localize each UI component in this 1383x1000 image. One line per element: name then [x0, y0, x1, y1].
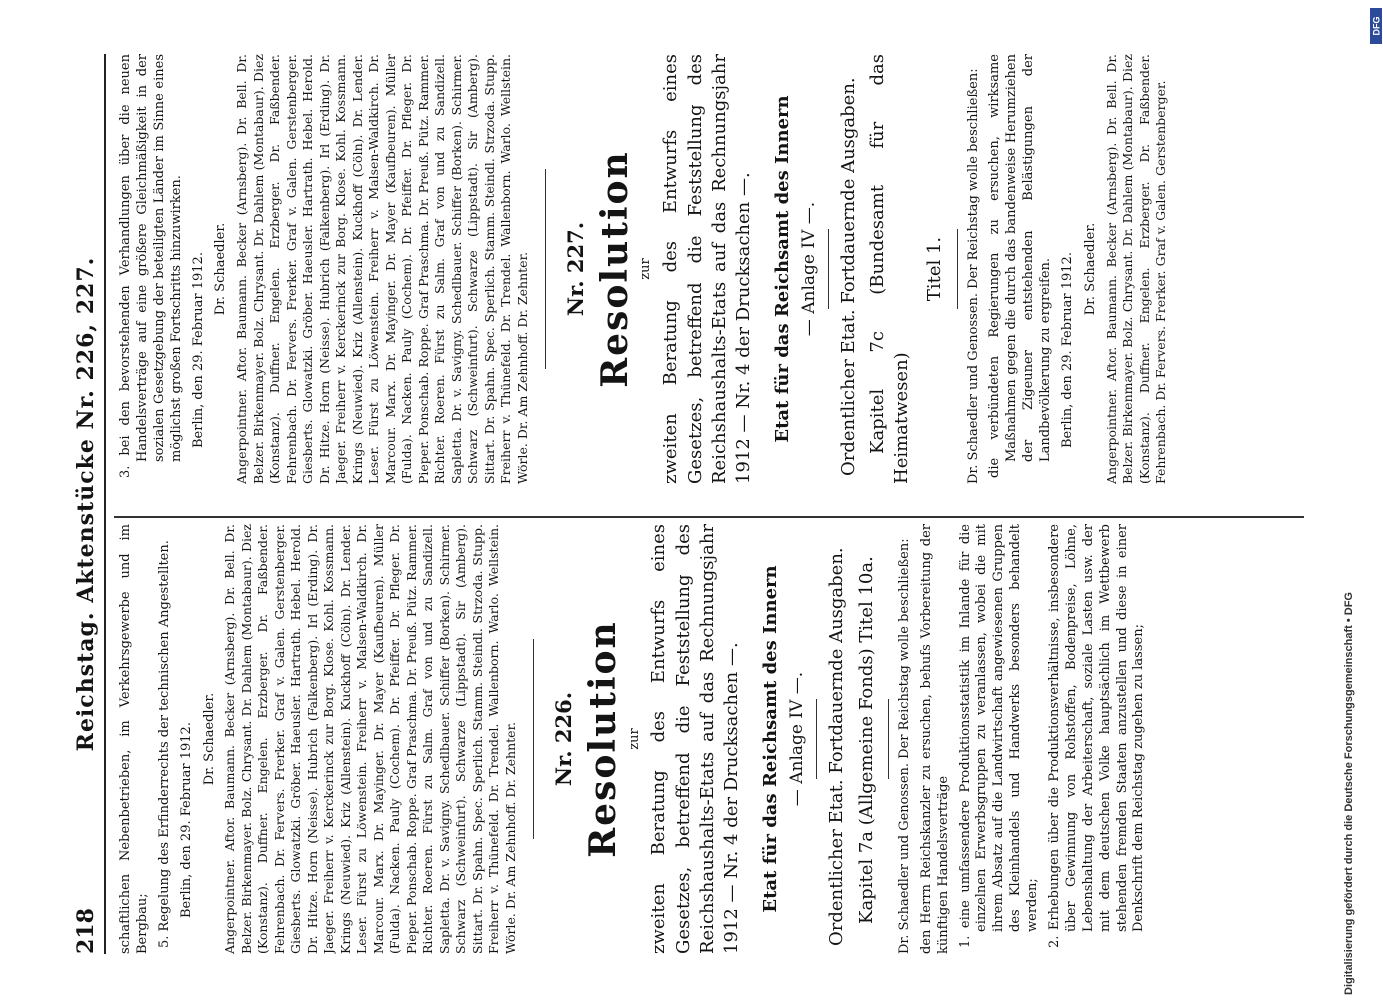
resolution-intro: zweiten Beratung des Entwurfs eines Gesetzes, betreffend die Feststellung des Reichshaushalts-Etats auf das Rechnungsjahr 1912 — Nr. 4 der Drucksachen —. — [660, 54, 755, 484]
resolution-heading: Resolution — [593, 150, 636, 388]
page-header — [70, 54, 106, 954]
document-number: Nr. 227. — [563, 221, 589, 317]
kapitel-line: Kapitel 7a (Allgemeine Fonds) Titel 10a. — [855, 556, 877, 924]
titel-line: Titel 1. — [924, 236, 946, 302]
dfg-logo-text: DFG — [1371, 16, 1381, 36]
motion-item-1: 1. eine umfassendere Produktionsstatistik im Inlande für die einzelnen Erwerbsgruppen zu veranlassen, wobei die mit ihrem Absatz auf die Landwirtschaft angewiesenen Gruppen des Kleinhandels und Handwerks besonders behandelt werden; — [957, 524, 1041, 948]
resolution-intro: zweiten Beratung des Entwurfs eines Gesetzes, betreffend die Feststellung des Reichshaushalts-Etats auf das Rechnungsjahr 1912 — Nr. 4 der Drucksachen —. — [648, 524, 743, 954]
column-divider — [114, 516, 1304, 518]
co-signers-list: Angerpointner. Aftor. Baumann. Becker (Arnsberg). Dr. Bell. Dr. Belzer. Birkenmayer. Bolz. Chrysant. Dr. Dahlem (Montabaur). Diez (Konstanz). Duffner. Engelen. Erzberger. Dr. Faßbender. Fehrenbach. Dr. Fervers. Frerker. Graf v. Galen. Gerstenberger. Giesberts. Glowatzki. Gröber. Haeusler. Hartrath. Hebel. Herold. Dr. Hitze. Horn (Neisse). Hubrich (Falkenberg). Irl (Erding). Dr. Jaeger. Freiherr v. Kerckerinck zur Borg. Klose. Kohl. Kossmann. Krings (Neuwied). Kriz (Allenstein). Kuckhoff (Cöln). Dr. Lender. Leser. Fürst zu Löwenstein. Freiherr v. Malsen-Waldkirch. Dr. Marcour. Marx. Dr. Mayinger. Dr. Mayer (Kaufbeuren). Müller (Fulda). Nacken. Pauly (Cochem). Dr. Pfeiffer. Dr. Pfleger. Dr. Pieper. Ponschab. Roppe. Graf Praschma. Dr. Preuß. Pütz. Rammer. Richter. Roeren. Fürst zu Salm. Graf von und zu Sandizell. Sapletta. Dr. v. Savigny. Schedlbauer. Schiffer (Borken). Schirmer. Schwarz (Schweinfurt). Schwarze (Lippstadt). Sir (Amberg). Sittart. Dr. Spahn. Spec. Sperlich. Stamm. Steindl. Strzoda. Stupp. Freiherr v. Thünefeld. Dr. Trendel. Wallenborn. Warlo. Wellstein. Wörle. Dr. Am Zehnhoff. Dr. Zehnter. — [234, 54, 530, 484]
section-rule — [533, 639, 534, 839]
co-signers-list: Angerpointner. Aftor. Baumann. Becker (Arnsberg). Dr. Bell. Dr. Belzer. Birkenmayer. Bolz. Chrysant. Dr. Dahlem (Montabaur). Diez (Konstanz). Duffner. Engelen. Erzberger. Dr. Faßbender. Fehrenbach. Dr. Fervers. Frerker. Graf v. Galen. Gerstenberger. — [1103, 54, 1169, 484]
dfg-logo — [1370, 8, 1382, 44]
signatory: Dr. Schaedler. — [201, 692, 217, 786]
short-rule — [828, 229, 829, 309]
motion-lead: den Herrn Reichskanzler zu ersuchen, behufs Vorbereitung der künftigen Handelsverträge — [918, 524, 951, 954]
short-rule — [957, 229, 958, 309]
date-line: Berlin, den 29. Februar 1912. — [1060, 252, 1076, 448]
motion-intro: Dr. Schaedler und Genossen. Der Reichstag wolle beschließen: — [896, 538, 912, 954]
signatory: Dr. Schaedler. — [213, 222, 229, 316]
document-number: Nr. 226. — [551, 691, 577, 787]
motion-intro: Dr. Schaedler und Genossen. Der Reichstag wolle beschließen: — [965, 68, 981, 484]
ordentlicher-etat-line: Ordentlicher Etat. Fortdauernde Ausgaben. — [838, 77, 859, 476]
anlage-line: — Anlage IV —. — [798, 201, 819, 337]
continued-paragraph: schaftlichen Nebenbetrieben, im Verkehrsgewerbe und im Bergbau; — [118, 524, 150, 954]
zur-word: zur — [638, 258, 654, 280]
right-column — [118, 54, 1308, 484]
co-signers-list: Angerpointner. Aftor. Baumann. Becker (Arnsberg). Dr. Bell. Dr. Belzer. Birkenmayer. Bolz. Chrysant. Dr. Dahlem (Montabaur). Diez (Konstanz). Duffner. Engelen. Erzberger. Dr. Faßbender. Fehrenbach. Dr. Fervers. Frerker. Graf v. Galen. Gerstenberger. Giesberts. Glowatzki. Gröber. Haeusler. Hartrath. Hebel. Herold. Dr. Hitze. Horn (Neisse). Hubrich (Falkenberg). Irl (Erding). Dr. Jaeger. Freiherr v. Kerckerinck zur Borg. Klose. Kohl. Kossmann. Krings (Neuwied). Kriz (Allenstein). Kuckhoff (Cöln). Dr. Lender. Leser. Fürst zu Löwenstein. Freiherr v. Malsen-Waldkirch. Dr. Marcour. Marx. Dr. Mayinger. Dr. Mayer (Kaufbeuren). Müller (Fulda). Nacken. Pauly (Cochem). Dr. Pfeiffer. Dr. Pfleger. Dr. Pieper. Ponschab. Roppe. Graf Praschma. Dr. Preuß. Pütz. Rammer. Richter. Roeren. Fürst zu Salm. Graf von und zu Sandizell. Sapletta. Dr. v. Savigny. Schedlbauer. Schiffer (Borken). Schirmer. Schwarz (Schweinfurt). Schwarze (Lippstadt). Sir (Amberg). Sittart. Dr. Spahn. Spec. Sperlich. Stamm. Steindl. Strzoda. Stupp. Freiherr v. Thünefeld. Dr. Trendel. Wallenborn. Warlo. Wellstein. Wörle. Dr. Am Zehnhoff. Dr. Zehnter. — [222, 524, 518, 954]
etat-heading: Etat für das Reichsamt des Innern — [759, 565, 781, 913]
motion-body: die verbündeten Regierungen zu ersuchen, wirksame Maßnahmen gegen die durch das bandenweise Herumziehen der Zigeuner entstehenden Belästigungen der Landbevölkerung zu ergreifen. — [987, 54, 1054, 478]
etat-heading: Etat für das Reichsamt des Innern — [771, 95, 793, 443]
motion-item-2: 2. Erhebungen über die Produktionsverhältnisse, insbesondere über Gewinnung von Rohstoffen, Bodenpreise, Löhne, Lebenshaltung der Arbeiterschaft, soziale Lasten usw. der mit dem deutschen Volke hauptsächlich im Wettbewerb stehenden fremden Staaten anzustellen und diese in einer Denkschrift dem Reichstag zugehen zu lassen; — [1047, 524, 1147, 948]
zur-word: zur — [626, 728, 642, 750]
funding-note: Digitalisierung gefördert durch die Deutsche Forschungsgemeinschaft • DFG — [1343, 592, 1355, 995]
page-number: 218 — [73, 908, 99, 954]
section-rule — [545, 169, 546, 369]
short-rule — [816, 699, 817, 779]
page-title: Reichstag. Aktenstücke Nr. 226, 227. — [73, 256, 99, 752]
signatory: Dr. Schaedler. — [1082, 222, 1098, 316]
list-item-3: 3. bei den bevorstehenden Verhandlungen über die neuen Handelsverträge auf eine größere Gleichmäßigkeit in der sozialen Gesetzgebung der beteiligten Länder im Sinne eines möglichst großen Fortschritts hinzuwirken. — [118, 54, 184, 478]
kapitel-line: Kapitel 7c (Bundesamt für das Heimatwesen) — [867, 54, 912, 484]
date-line: Berlin, den 29. Februar 1912. — [190, 252, 206, 448]
short-rule — [888, 699, 889, 779]
list-item-5: 5. Regelung des Erfinderrechts der technischen Angestellten. — [156, 540, 172, 948]
date-line: Berlin, den 29. Februar 1912. — [178, 722, 194, 918]
resolution-heading: Resolution — [581, 620, 624, 858]
left-column — [118, 524, 1308, 954]
document-page — [18, 0, 1328, 1000]
ordentlicher-etat-line: Ordentlicher Etat. Fortdauernde Ausgaben. — [826, 547, 848, 946]
anlage-line: — Anlage IV —. — [787, 671, 808, 807]
